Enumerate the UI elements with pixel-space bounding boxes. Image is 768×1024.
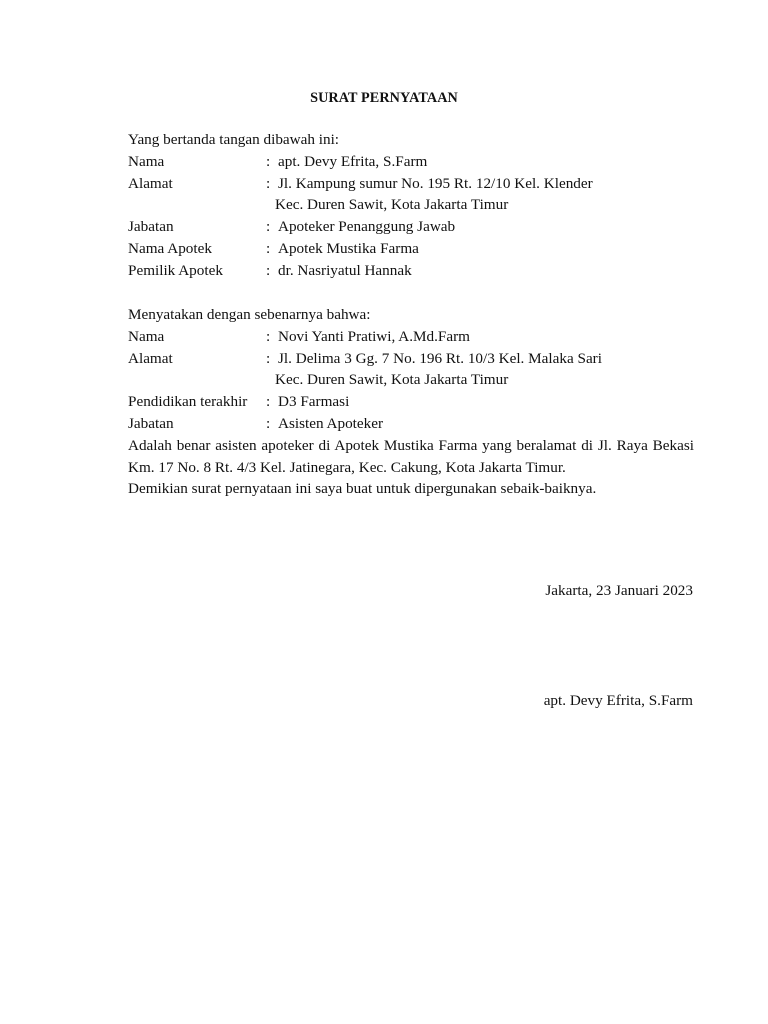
subject-alamat-row	[128, 348, 694, 370]
subject-jabatan-label: Jabatan	[128, 414, 174, 432]
signer-jabatan-label: Jabatan	[128, 218, 174, 236]
intro-text: Yang bertanda tangan dibawah ini:	[128, 131, 340, 148]
signer-nama-apotek-row	[128, 238, 694, 260]
subject-pendidikan-value: D3 Farmasi	[278, 393, 350, 411]
subject-jabatan-row	[128, 413, 694, 435]
signer-nama-value: apt. Devy Efrita, S.Farm	[278, 152, 428, 170]
signer-jabatan-value: Apoteker Penanggung Jawab	[278, 218, 456, 236]
subject-alamat-value-1: Jl. Delima 3 Gg. 7 No. 196 Rt. 10/3 Kel. Malaka Sari	[278, 349, 602, 367]
colon: :	[266, 414, 271, 432]
statement-intro: Menyatakan dengan sebenarnya bahwa:	[128, 306, 371, 323]
subject-pendidikan-row	[128, 391, 694, 413]
signer-alamat-label: Alamat	[128, 174, 173, 192]
signer-pemilik-label: Pemilik Apotek	[128, 261, 223, 279]
subject-nama-label: Nama	[128, 327, 165, 345]
signer-nama-apotek-value: Apotek Mustika Farma	[278, 239, 419, 257]
closing-text: Demikian surat pernyataan ini saya buat untuk dipergunakan sebaik-baiknya.	[128, 480, 597, 498]
document-title: SURAT PERNYATAAN	[310, 90, 458, 106]
subject-section	[128, 304, 694, 500]
subject-alamat-value-2: Kec. Duren Sawit, Kota Jakarta Timur	[275, 371, 509, 389]
subject-jabatan-value: Asisten Apoteker	[278, 414, 384, 432]
colon: :	[266, 349, 271, 367]
colon: :	[266, 393, 271, 411]
colon: :	[266, 261, 271, 279]
signer-alamat-value-2: Kec. Duren Sawit, Kota Jakarta Timur	[275, 196, 509, 214]
subject-nama-value: Novi Yanti Pratiwi, A.Md.Farm	[278, 327, 470, 345]
subject-alamat-label: Alamat	[128, 349, 173, 367]
signer-alamat-row	[128, 173, 694, 195]
colon: :	[266, 327, 271, 345]
signer-jabatan-row	[128, 216, 694, 238]
colon: :	[266, 152, 271, 170]
signer-alamat-value-1: Jl. Kampung sumur No. 195 Rt. 12/10 Kel. Klender	[278, 174, 593, 192]
signer-nama-apotek-label: Nama Apotek	[128, 239, 212, 257]
signer-section	[128, 129, 694, 282]
signer-pemilik-value: dr. Nasriyatul Hannak	[278, 261, 412, 279]
colon: :	[266, 218, 271, 236]
subject-nama-row	[128, 326, 694, 348]
subject-pendidikan-label: Pendidikan terakhir	[128, 393, 248, 411]
place-date: Jakarta, 23 Januari 2023	[545, 582, 693, 599]
colon: :	[266, 239, 271, 257]
signer-nama-row	[128, 151, 694, 173]
body-paragraph: Adalah benar asisten apoteker di Apotek Mustika Farma yang beralamat di Jl. Raya Bekasi Km. 17 No. 8 Rt. 4/3 Kel. Jatinegara, Kec. Cakung, Kota Jakarta Timur.	[128, 436, 694, 476]
signer-nama-label: Nama	[128, 152, 165, 170]
signer-pemilik-row	[128, 260, 694, 282]
colon: :	[266, 174, 271, 192]
signature-name: apt. Devy Efrita, S.Farm	[543, 692, 693, 709]
